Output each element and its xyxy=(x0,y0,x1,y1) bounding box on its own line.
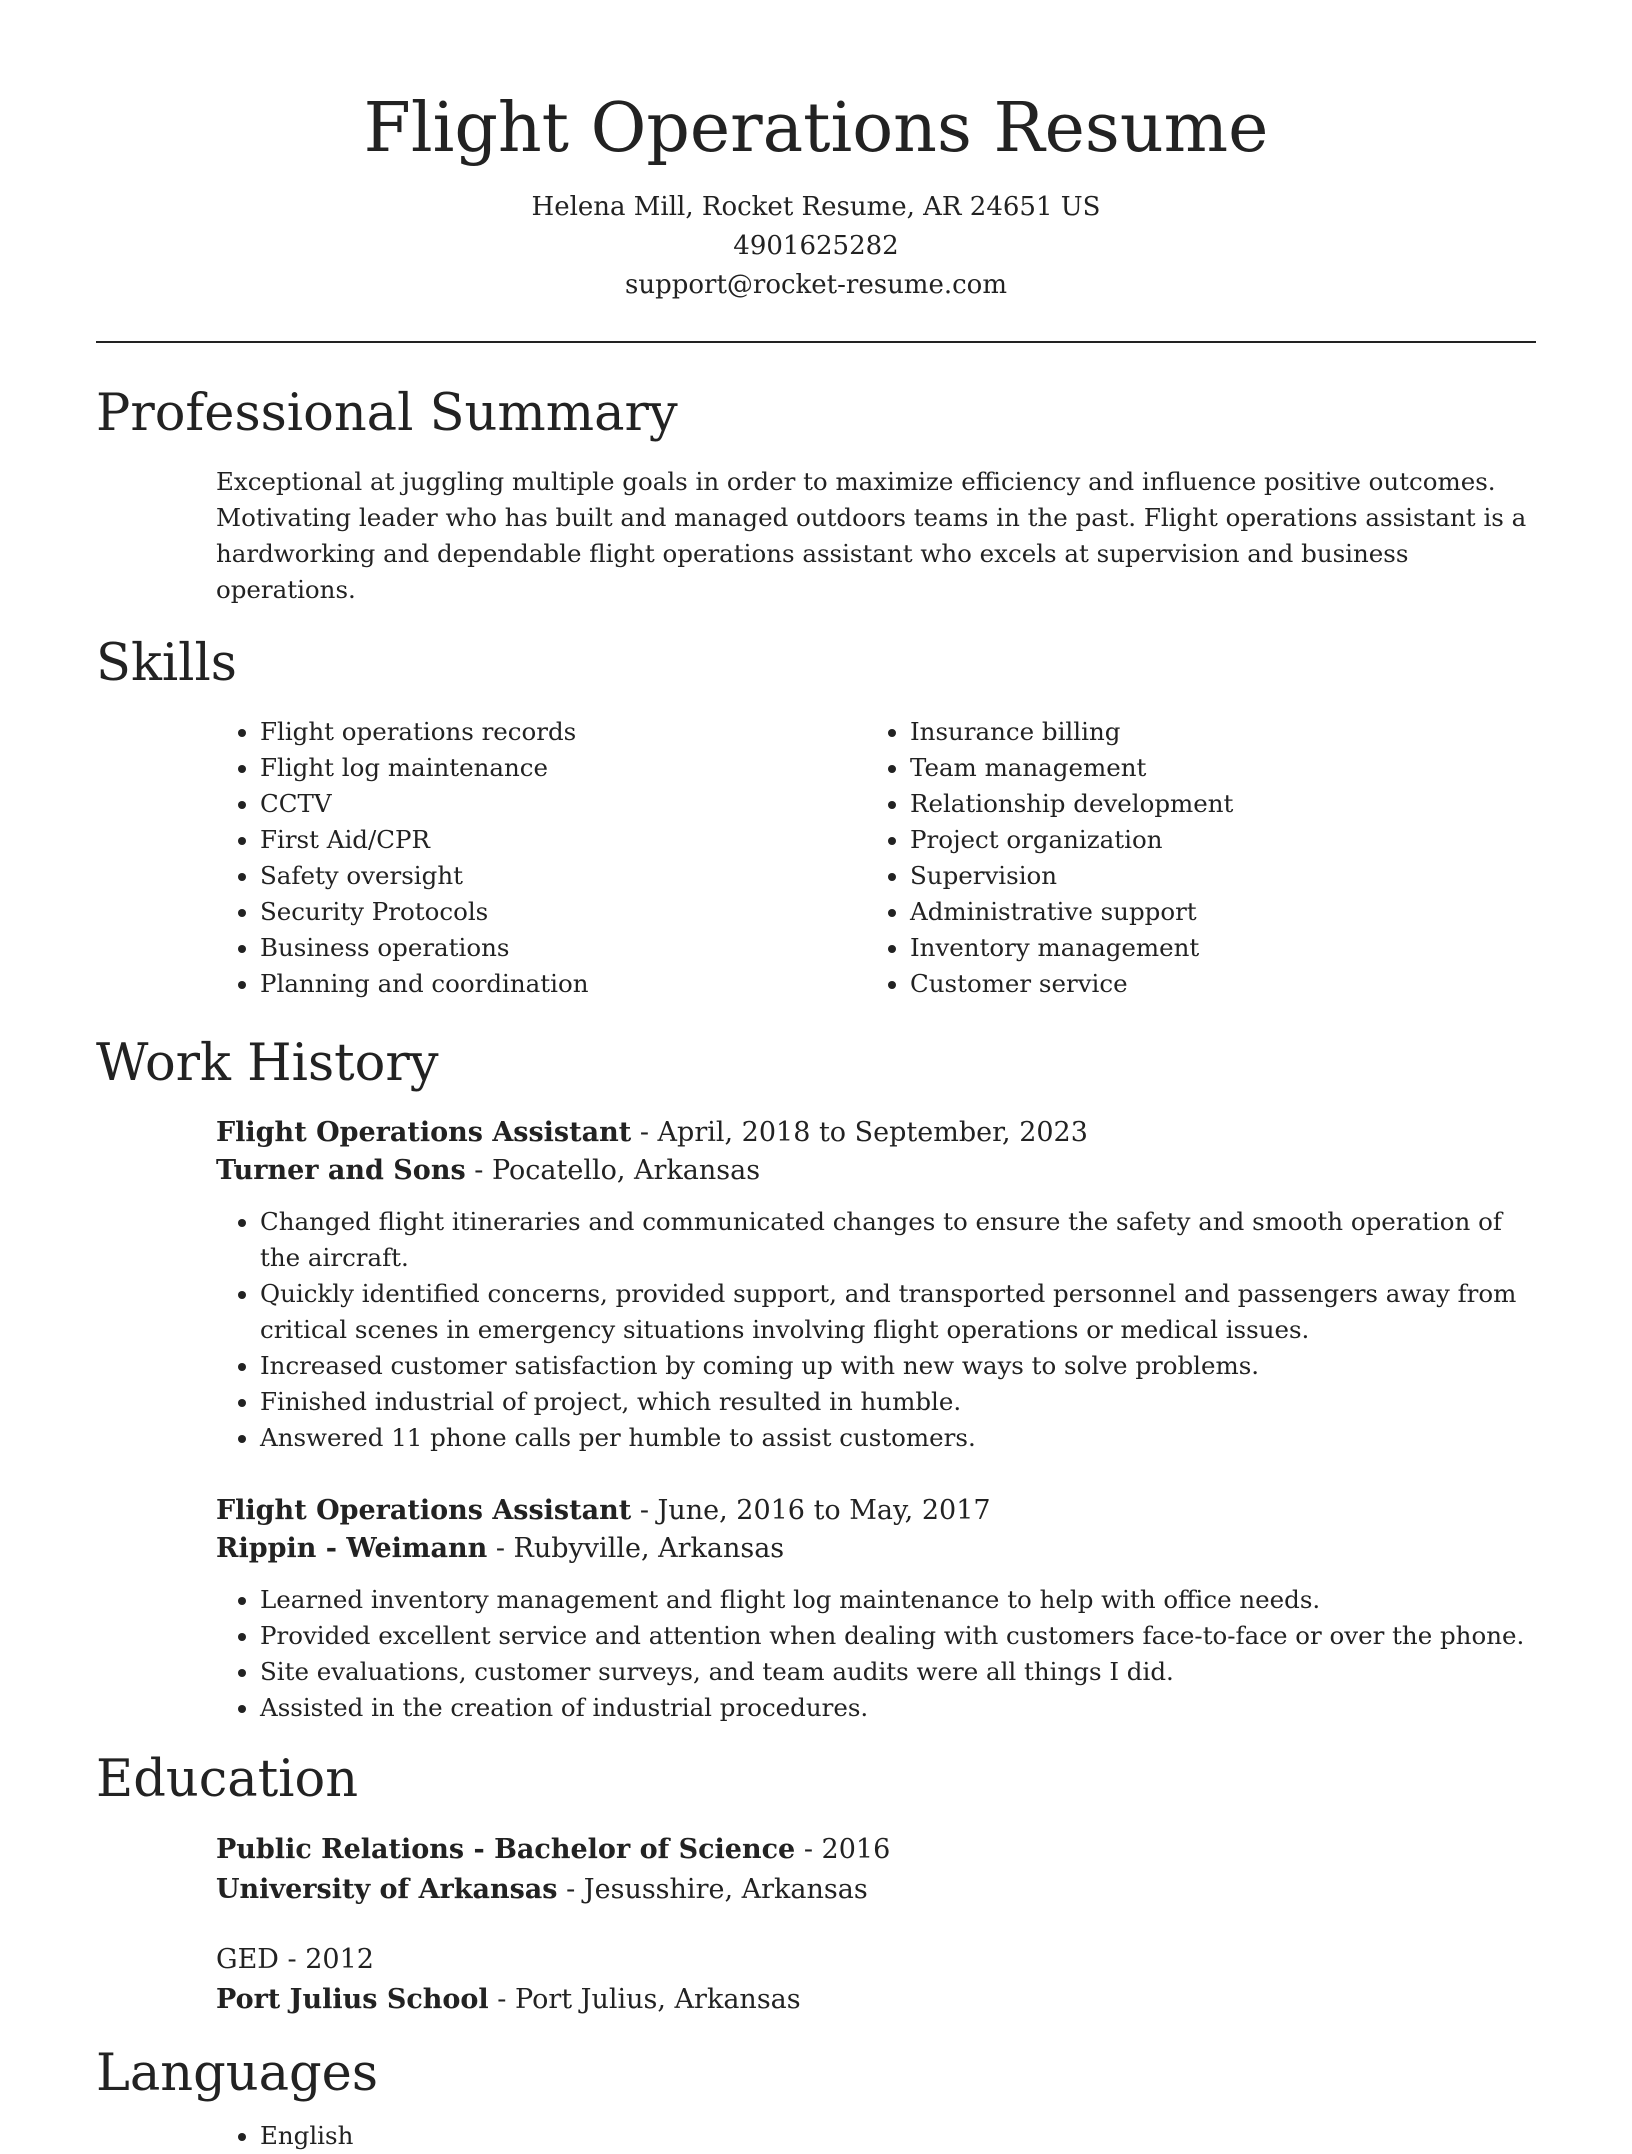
job-company: Rippin - Weimann xyxy=(216,1533,488,1564)
education-degree: Public Relations - Bachelor of Science xyxy=(216,1834,796,1865)
page-title: Flight Operations Resume xyxy=(363,89,1269,168)
job-title: Flight Operations Assistant xyxy=(216,1117,632,1148)
languages-list xyxy=(216,2118,1536,2154)
skill-item: • Customer service xyxy=(910,966,1516,1002)
education-heading: Education xyxy=(96,1750,359,1809)
summary-text: Exceptional at juggling multiple goals in order to maximize efficiency and influence positive outcomes. Motivating leader who has built and managed outdoors teams in the past. Flight operations assistant is a hardworking and dependable flight operations assistant who excels at supervision and business operations. xyxy=(216,467,1527,604)
education-year: 2016 xyxy=(821,1834,891,1865)
summary-heading: Professional Summary xyxy=(96,384,678,443)
job-separator: - xyxy=(474,1155,492,1186)
skill-item: • Supervision xyxy=(910,858,1516,894)
education-school: University of Arkansas xyxy=(216,1874,558,1905)
education-degree: GED xyxy=(216,1944,279,1975)
language-item: • English xyxy=(260,2118,1536,2154)
skill-item: • Flight log maintenance xyxy=(260,750,866,786)
languages-list-wrapper xyxy=(216,2118,1536,2154)
contact-address: Helena Mill, Rocket Resume, AR 24651 US xyxy=(531,192,1101,222)
languages-heading: Languages xyxy=(96,2044,379,2103)
skill-item: • Relationship development xyxy=(910,786,1516,822)
skills-list xyxy=(216,714,1536,1002)
job-duty: • Answered 11 phone calls per humble to assist customers. xyxy=(260,1420,1536,1456)
contact-phone: 4901625282 xyxy=(733,231,899,261)
education-degree-line xyxy=(216,1830,1536,1870)
job-company-line xyxy=(216,1530,1536,1568)
skill-item: • Security Protocols xyxy=(260,894,866,930)
job-duty: • Quickly identified concerns, provided support, and transported personnel and passengers away from critical scenes in emergency situations involving flight operations or medical issues. xyxy=(260,1276,1536,1348)
job-title-line xyxy=(216,1492,1536,1530)
job-dates: April, 2018 to September, 2023 xyxy=(657,1117,1088,1148)
education-school-line xyxy=(216,1870,1536,1910)
skills-column-right xyxy=(866,714,1516,1002)
skill-item: • Project organization xyxy=(910,822,1516,858)
header-divider xyxy=(96,341,1536,343)
job-duties xyxy=(216,1582,1536,1726)
job-location: Pocatello, Arkansas xyxy=(491,1155,761,1186)
job-duty: • Increased customer satisfaction by coming up with new ways to solve problems. xyxy=(260,1348,1536,1384)
education-separator: - xyxy=(287,1944,306,1975)
job-separator: - xyxy=(639,1495,658,1526)
contact-email: support@rocket-resume.com xyxy=(624,270,1007,300)
spacer xyxy=(96,2020,1536,2038)
spacer xyxy=(96,1726,1536,1744)
skill-item: • First Aid/CPR xyxy=(260,822,866,858)
job-separator: - xyxy=(495,1533,514,1564)
education-entry xyxy=(216,1830,1536,1910)
job-duty: • Changed flight itineraries and communicated changes to ensure the safety and smooth operation of the aircraft. xyxy=(260,1204,1536,1276)
work-history-heading: Work History xyxy=(96,1034,439,1093)
resume-header xyxy=(0,0,1632,305)
education-school: Port Julius School xyxy=(216,1984,489,2015)
education-location: Jesusshire, Arkansas xyxy=(583,1874,868,1905)
skill-item: • Administrative support xyxy=(910,894,1516,930)
education-separator: - xyxy=(566,1874,584,1905)
skill-item: • Flight operations records xyxy=(260,714,866,750)
job-entry xyxy=(216,1114,1536,1456)
skill-item: • Safety oversight xyxy=(260,858,866,894)
skills-heading: Skills xyxy=(96,634,237,693)
job-company: Turner and Sons xyxy=(216,1155,466,1186)
education-degree-line xyxy=(216,1940,1536,1980)
contact-info xyxy=(0,188,1632,305)
education-separator: - xyxy=(803,1834,822,1865)
spacer xyxy=(96,1456,1536,1492)
job-title: Flight Operations Assistant xyxy=(216,1495,632,1526)
job-duty: • Learned inventory management and flight log maintenance to help with office needs. xyxy=(260,1582,1536,1618)
resume-body xyxy=(96,378,1536,2154)
skills-column-left xyxy=(216,714,866,1002)
skill-item: • Team management xyxy=(910,750,1516,786)
skill-item: • Business operations xyxy=(260,930,866,966)
skill-item: • Planning and coordination xyxy=(260,966,866,1002)
job-dates: June, 2016 to May, 2017 xyxy=(657,1495,991,1526)
skill-item: • Insurance billing xyxy=(910,714,1516,750)
education-location: Port Julius, Arkansas xyxy=(515,1984,801,2015)
job-duty: • Provided excellent service and attention when dealing with customers face-to-face or over the phone. xyxy=(260,1618,1536,1654)
job-title-line xyxy=(216,1114,1536,1152)
spacer xyxy=(96,1910,1536,1940)
job-duties xyxy=(216,1204,1536,1456)
job-duty: • Site evaluations, customer surveys, and team audits were all things I did. xyxy=(260,1654,1536,1690)
job-location: Rubyville, Arkansas xyxy=(513,1533,785,1564)
skill-item: • CCTV xyxy=(260,786,866,822)
education-year: 2012 xyxy=(305,1944,374,1975)
education-school-line xyxy=(216,1980,1536,2020)
job-entry xyxy=(216,1492,1536,1726)
job-separator: - xyxy=(639,1117,658,1148)
job-company-line xyxy=(216,1152,1536,1190)
job-duty: • Assisted in the creation of industrial procedures. xyxy=(260,1690,1536,1726)
skill-item: • Inventory management xyxy=(910,930,1516,966)
job-duty: • Finished industrial of project, which resulted in humble. xyxy=(260,1384,1536,1420)
education-separator: - xyxy=(497,1984,515,2015)
education-entry xyxy=(216,1940,1536,2020)
